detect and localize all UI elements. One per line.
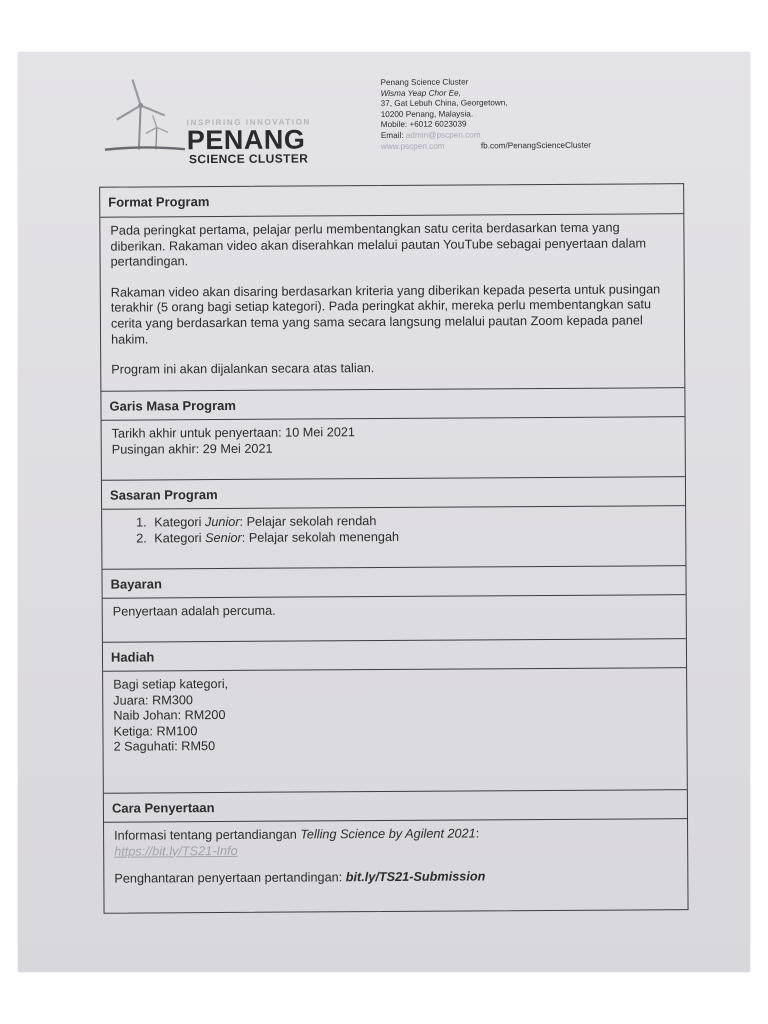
address-building: Wisma Yeap Chor Ee, (380, 88, 461, 98)
entry-submit-link[interactable]: bit.ly/TS21-Submission (345, 869, 486, 885)
paper-sheet (18, 52, 750, 972)
facebook-link[interactable]: fb.com/PenangScienceCluster (480, 140, 592, 151)
website-link[interactable]: www.pscpen.com (380, 141, 445, 151)
section-body-timeline (102, 417, 685, 481)
payment-text: Penyertaan adalah percuma. (112, 603, 276, 619)
email-label: Email: (380, 130, 404, 140)
address-city: 10200 Penang, Malaysia. (380, 109, 474, 119)
address-street: 37, Gat Lebuh China, Georgetown, (380, 98, 508, 109)
program-info-table (99, 183, 688, 914)
logo-brand: PENANG (186, 124, 306, 156)
timeline-final: Pusingan akhir: 29 Mei 2021 (111, 441, 273, 457)
entry-info-line: Informasi tentang pertandiangan Telling Science by Agilent 2021: (114, 826, 480, 843)
section-body-entry (104, 819, 688, 913)
section-title-timeline: Garis Masa Program (101, 388, 684, 421)
logo-tagline: INSPIRING INNOVATION (186, 117, 311, 128)
section-title-entry: Cara Penyertaan (104, 790, 687, 823)
prize-second: Naib Johan: RM200 (113, 708, 226, 723)
section-body-format (100, 214, 684, 392)
document-page (16, 50, 754, 974)
section-title-target: Sasaran Program (102, 477, 685, 510)
prize-third: Ketiga: RM100 (113, 723, 198, 739)
target-item-senior: 2. Kategori Senior: Pelajar sekolah menengah (150, 528, 675, 547)
wind-turbine-icon (102, 75, 186, 156)
timeline-deadline: Tarikh akhir untuk penyertaan: 10 Mei 2021 (111, 425, 356, 441)
mobile-number: Mobile: +6012 6023039 (380, 119, 467, 130)
section-body-prize (103, 668, 687, 794)
target-item-junior: 1. Kategori Junior: Pelajar sekolah rendah (150, 512, 675, 531)
prize-consolation: 2 Saguhati: RM50 (113, 739, 216, 755)
contact-block (380, 76, 670, 152)
section-body-payment (103, 595, 686, 643)
prize-intro: Bagi setiap kategori, (113, 676, 229, 692)
format-paragraph-2: Rakaman video akan disaring berdasarkan kriteria yang diberikan kepada peserta untuk pusingan terakhir (5 orang bagi setiap kategori). Pada peringkat akhir, mereka perlu membentangkan satu cerita yang berdasarkan tema yang sama secara langsung melalui pautan Zoom kepada panel hakim. (110, 282, 661, 347)
format-paragraph-3: Program ini akan dijalankan secara atas talian. (111, 361, 375, 377)
format-paragraph-1: Pada peringkat pertama, pelajar perlu membentangkan satu cerita berdasarkan tema yang diberikan. Rakaman video akan diserahkan melalui pautan YouTube sebagai penyertaan dalam pertandingan. (110, 220, 647, 269)
entry-submit-line: Penghantaran penyertaan pertandingan: bit.ly/TS21-Submission (114, 869, 486, 886)
email-link[interactable]: admin@pscpen.com (405, 130, 481, 140)
section-title-payment: Bayaran (102, 566, 685, 599)
penang-science-cluster-logo (102, 74, 352, 167)
section-body-target (102, 506, 685, 570)
section-title-prize: Hadiah (103, 639, 686, 672)
org-name: Penang Science Cluster (380, 77, 469, 88)
section-title-format: Format Program (100, 184, 683, 218)
prize-first: Juara: RM300 (113, 692, 193, 708)
entry-info-link[interactable]: https://bit.ly/TS21-Info (114, 843, 238, 859)
target-list (112, 512, 675, 547)
logo-brand-sub: SCIENCE CLUSTER (188, 151, 309, 167)
